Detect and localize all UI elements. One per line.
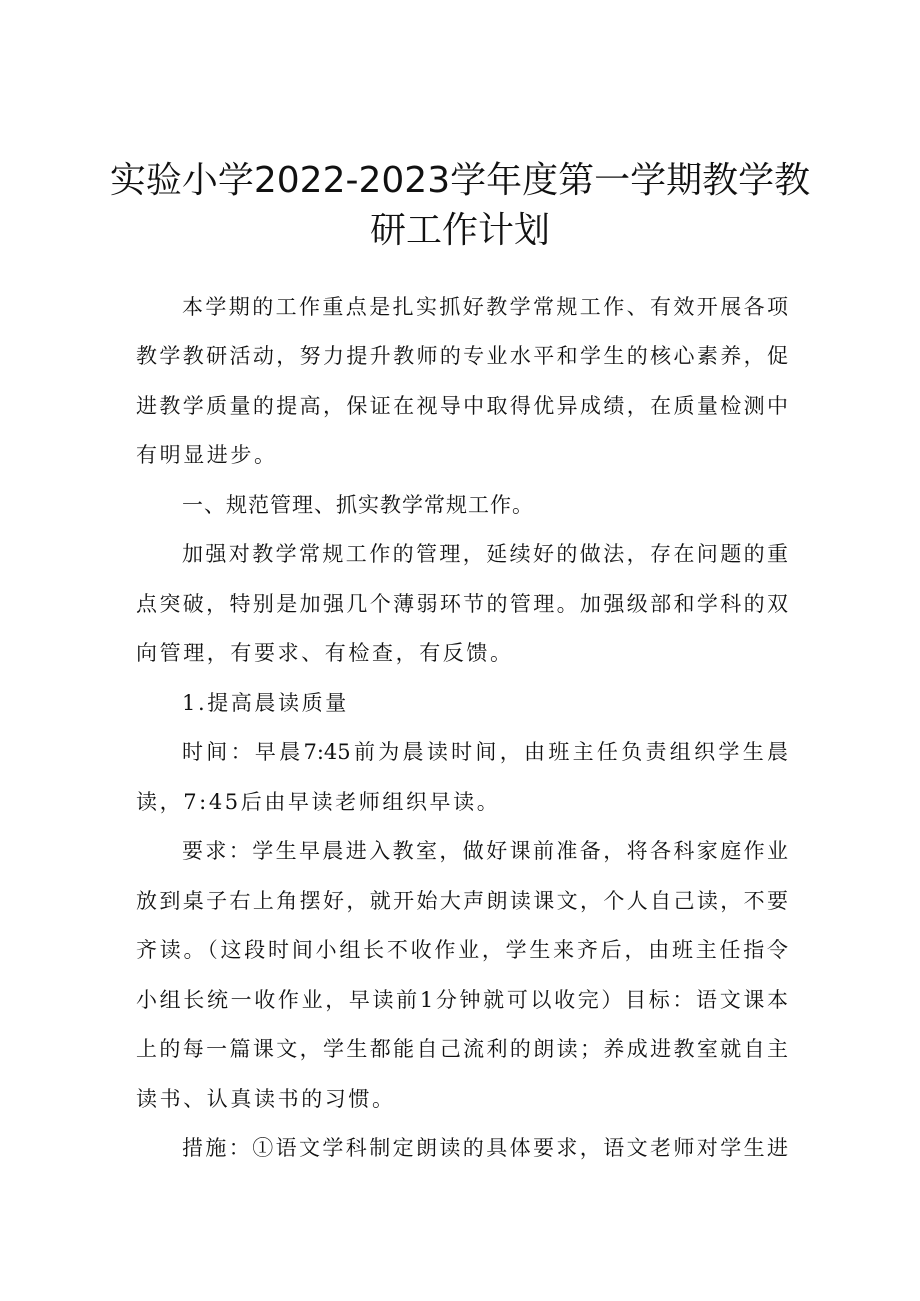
section-heading-text: 一、规范管理、抓实教学常规工作。 <box>182 493 534 517</box>
text-line: 齐读。（这段时间小组长不收作业，学生来齐后，由班主任指令 <box>136 938 788 962</box>
text-line: 要求：学生早晨进入教室，做好课前准备，将各科家庭作业 <box>182 839 788 863</box>
text-line: 放到桌子右上角摆好，就开始大声朗读课文，个人自己读，不要 <box>136 889 788 913</box>
text-line: 小组长统一收作业，早读前1分钟就可以收完）目标：语文课本 <box>136 988 788 1012</box>
text-line: 进教学质量的提高，保证在视导中取得优异成绩，在质量检测中 <box>136 394 788 418</box>
text-line: 点突破，特别是加强几个薄弱环节的管理。加强级部和学科的双 <box>136 592 788 616</box>
text-line: 读，7:45后由早读老师组织早读。 <box>136 790 501 814</box>
text-line: 向管理，有要求、有检查，有反馈。 <box>136 641 514 665</box>
document-title-line-2: 研工作计划 <box>369 210 550 251</box>
subheading-text: 1.提高晨读质量 <box>182 691 349 715</box>
text-line: 上的每一篇课文，学生都能自己流利的朗读；养成进教室就自主 <box>136 1037 788 1061</box>
text-line: 有明显进步。 <box>136 443 278 467</box>
text-line: 读书、认真读书的习惯。 <box>136 1087 396 1111</box>
text-line: 加强对教学常规工作的管理，延续好的做法，存在问题的重 <box>182 542 788 566</box>
text-line: 时间：早晨7:45前为晨读时间，由班主任负责组织学生晨 <box>182 740 788 764</box>
document-title-line-1: 实验小学2022-2023学年度第一学期教学教 <box>109 160 811 201</box>
text-line: 本学期的工作重点是扎实抓好教学常规工作、有效开展各项 <box>182 295 788 319</box>
text-line: 教学教研活动，努力提升教师的专业水平和学生的核心素养，促 <box>136 344 788 368</box>
text-line: 措施：①语文学科制定朗读的具体要求，语文老师对学生进 <box>182 1136 788 1160</box>
